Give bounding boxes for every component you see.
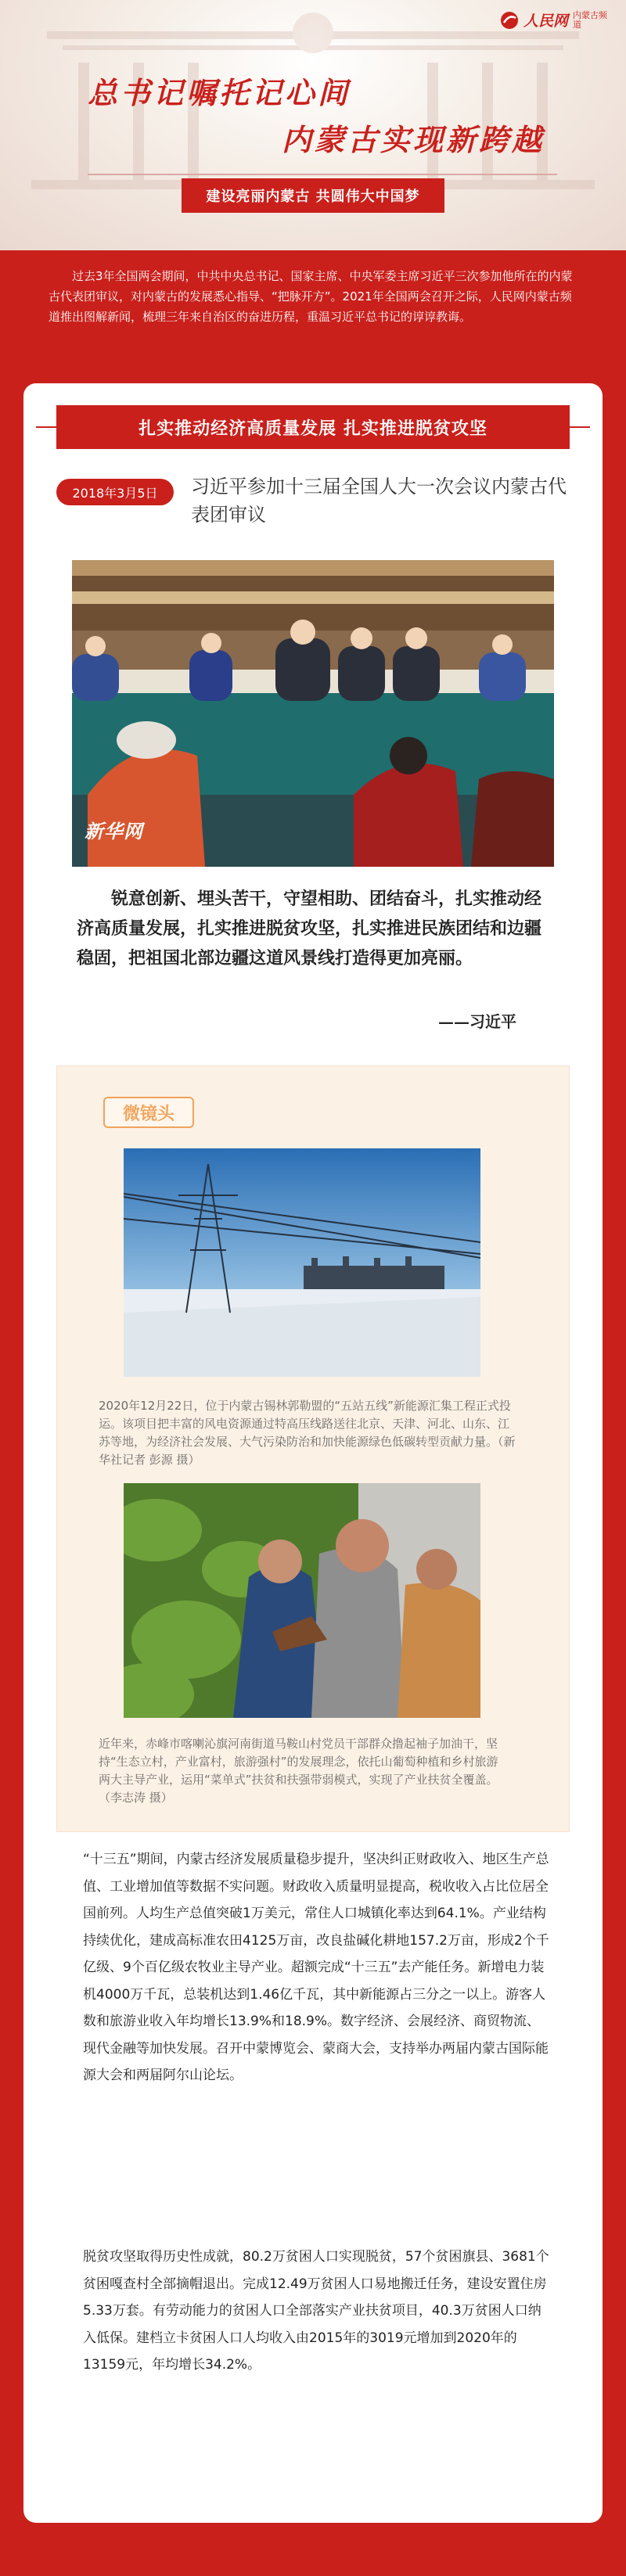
footer-band xyxy=(0,2525,626,2576)
page-title-line2: 内蒙古实现新跨越 xyxy=(282,122,545,157)
power-line-photo xyxy=(124,1148,480,1377)
logo-swoosh-icon xyxy=(500,11,519,30)
quote-author: ——习近平 xyxy=(438,1012,516,1031)
xinhua-watermark: 新华网 xyxy=(85,821,143,842)
meeting-photo xyxy=(72,560,554,867)
power-line-illustration xyxy=(124,1148,480,1377)
subtitle-banner: 建设亮丽内蒙古 共圆伟大中国梦 xyxy=(182,178,444,213)
page-title-line1: 总书记嘱托记心间 xyxy=(88,75,351,110)
header-banner xyxy=(0,0,626,250)
micro-lens-badge: 微镜头 xyxy=(103,1097,194,1128)
grape-farmers-illustration xyxy=(124,1483,480,1718)
section-heading: 扎实推动经济高质量发展 扎实推进脱贫攻坚 xyxy=(56,405,570,449)
meeting-photo-illustration xyxy=(72,560,554,867)
people-daily-logo xyxy=(500,9,612,31)
logo-channel: 内蒙古频道 xyxy=(573,9,607,30)
body-paragraph-economy: “十三五”期间，内蒙古经济发展质量稳步提升，坚决纠正财政收入、地区生产总值、工业增加值等数据不实问题。财政收入质量明显提高，税收收入占比位居全国前列。人均生产总值突破1万美元，常住人口城镇化率达到64.1%。产业结构持续优化，建成高标准农田4125万亩，改良盐碱化耕地157.2万亩，形成2个千亿级、9个百亿级农牧业主导产业。超额完成“十三五”去产能任务。新增电力装机4000万千瓦，总装机达到1.46亿千瓦，其中新能源占三分之一以上。游客人数和旅游业收入年均增长13.9%和18.9%。数字经济、会展经济、商贸物流、现代金融等加快发展。召开中蒙博览会、蒙商大会，支持举办两届内蒙古国际能源大会和两届阿尔山论坛。 xyxy=(83,1852,549,2083)
title-divider xyxy=(88,174,557,175)
logo-text: 人民网 xyxy=(523,13,568,30)
xi-quote: 锐意创新、埋头苦干，守望相助、团结奋斗，扎实推动经济高质量发展，扎实推进脱贫攻坚，扎实推进民族团结和边疆稳固，把祖国北部边疆这道风景线打造得更加亮丽。 xyxy=(77,889,542,968)
news-headline: 习近平参加十三届全国人大一次会议内蒙古代表团审议 xyxy=(191,476,567,526)
power-line-caption: 2020年12月22日，位于内蒙古锡林郭勒盟的“五站五线”新能源汇集工程正式投运。该项目把丰富的风电资源通过特高压线路送往北京、天津、河北、山东、江苏等地，为经济社会发展、大气污染防治和加快能源绿色低碳转型贡献力量。（新华社记者 彭源 摄） xyxy=(99,1399,516,1467)
section-divider-left xyxy=(36,426,56,428)
date-badge: 2018年3月5日 xyxy=(56,479,174,505)
grape-farmers-caption: 近年来，赤峰市喀喇沁旗河南街道马鞍山村党员干部群众撸起袖子加油干，坚持“生态立村，产业富村，旅游强村”的发展理念，依托山葡萄种植和乡村旅游两大主导产业，运用“菜单式”扶贫和扶强带弱模式，实现了产业扶贫全覆盖。（李志涛 摄） xyxy=(99,1737,498,1805)
grape-farmers-photo xyxy=(124,1483,480,1718)
section-divider-right xyxy=(570,426,590,428)
body-paragraph-poverty: 脱贫攻坚取得历史性成就，80.2万贫困人口实现脱贫，57个贫困旗县、3681个贫困嘎查村全部摘帽退出。完成12.49万贫困人口易地搬迁任务，建设安置住房5.33万套。有劳动能力的贫困人口全部落实产业扶贫项目，40.3万贫困人口纳入低保。建档立卡贫困人口人均收入由2015年的3019元增加到2020年的13159元，年均增长34.2%。 xyxy=(83,2249,549,2373)
intro-paragraph: 过去3年全国两会期间，中共中央总书记、国家主席、中央军委主席习近平三次参加他所在的内蒙古代表团审议，对内蒙古的发展悉心指导、“把脉开方”。2021年全国两会召开之际，人民网内蒙古频道推出图解新闻，梳理三年来自治区的奋进历程，重温习近平总书记的谆谆教诲。 xyxy=(49,269,573,324)
